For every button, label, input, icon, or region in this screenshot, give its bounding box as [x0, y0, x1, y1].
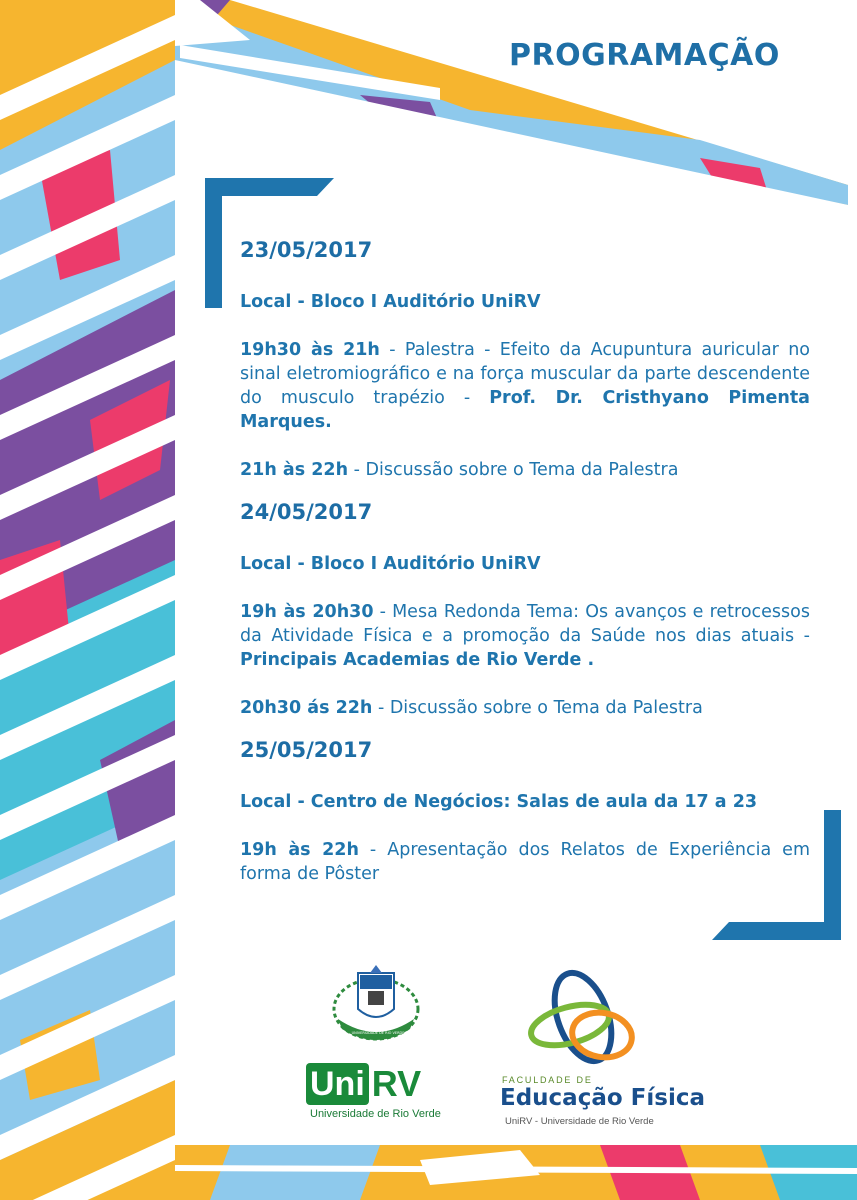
schedule-item — [240, 458, 810, 482]
day-location: Local - Bloco I Auditório UniRV — [240, 554, 541, 574]
ef-small-text: FACULDADE DE — [502, 1075, 593, 1085]
schedule-item — [240, 838, 810, 886]
item-description: - Discussão sobre o Tema da Palestra — [348, 460, 679, 480]
item-description: - Palestra - Efeito da Acupuntura auricular no sinal eletromiográfico e na força muscular da parte descendente do musculo trapézio - — [240, 340, 810, 408]
schedule — [240, 238, 810, 910]
ef-title: Educação Física — [500, 1085, 705, 1111]
seal-year: 1973 — [368, 1009, 381, 1015]
day-section — [240, 238, 810, 482]
seal-ribbon-text: UNIVERSIDADE DE RIO VERDE — [351, 1031, 405, 1035]
item-description: - Discussão sobre o Tema da Palestra — [372, 698, 703, 718]
item-time: 19h às 20h30 — [240, 602, 374, 622]
schedule-item — [240, 600, 810, 672]
rings-icon — [500, 965, 670, 1075]
day-section — [240, 738, 810, 886]
item-speaker: Prof. Dr. Cristhyano Pimenta Marques. — [240, 388, 810, 432]
item-time: 19h30 às 21h — [240, 340, 380, 360]
schedule-item — [240, 696, 810, 720]
day-date: 25/05/2017 — [240, 738, 373, 762]
day-date: 23/05/2017 — [240, 238, 373, 262]
item-time: 21h às 22h — [240, 460, 349, 480]
day-location: Local - Centro de Negócios: Salas de aula da 17 a 23 — [240, 792, 758, 812]
unirv-wordmark — [306, 1063, 421, 1105]
schedule-item — [240, 338, 810, 434]
unirv-rv: RV — [371, 1063, 422, 1104]
day-section — [240, 500, 810, 720]
ef-subtitle: UniRV - Universidade de Rio Verde — [505, 1116, 654, 1127]
unirv-logo — [304, 963, 444, 1133]
day-location: Local - Bloco I Auditório UniRV — [240, 292, 541, 312]
unirv-uni: Uni — [306, 1063, 369, 1105]
item-description: - Apresentação dos Relatos de Experiência em forma de Pôster — [240, 840, 810, 884]
item-time: 19h às 22h — [240, 840, 359, 860]
item-description: - Mesa Redonda Tema: Os avanços e retrocessos da Atividade Física e a promoção da Saúde nos dias atuais - — [240, 602, 810, 646]
unirv-subtitle: Universidade de Rio Verde — [310, 1108, 441, 1120]
educacao-fisica-logo — [500, 965, 705, 1135]
item-time: 20h30 ás 22h — [240, 698, 373, 718]
page-title: PROGRAMAÇÃO — [509, 38, 780, 73]
day-date: 24/05/2017 — [240, 500, 373, 524]
item-speaker: Principais Academias de Rio Verde . — [240, 650, 595, 670]
